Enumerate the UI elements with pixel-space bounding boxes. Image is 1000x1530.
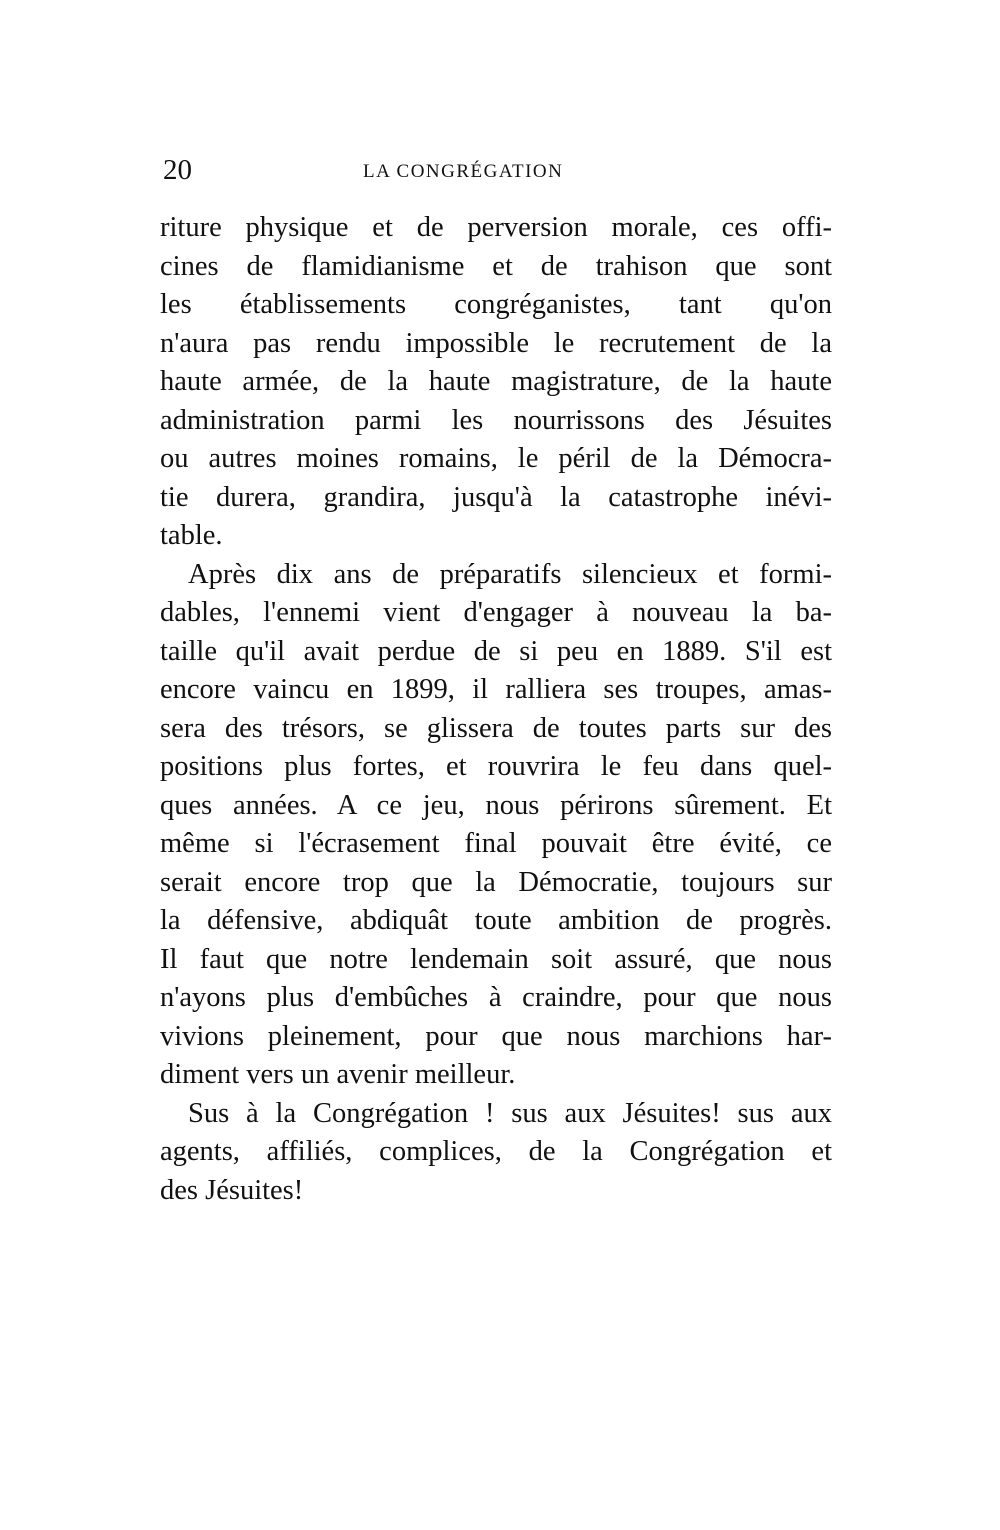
- text-line: dables, l'ennemi vient d'engager à nouveau la ba-: [160, 597, 832, 628]
- text-line: même si l'écrasement final pouvait être évité, ce: [160, 828, 832, 859]
- text-line: n'aura pas rendu impossible le recrutement de la: [160, 327, 832, 359]
- body-text: [160, 209, 832, 1210]
- text-line: cines de flamidianisme et de trahison que sont: [160, 250, 832, 282]
- text-line: des Jésuites!: [160, 1174, 304, 1206]
- text-line: la défensive, abdiquât toute ambition de progrès.: [160, 905, 832, 936]
- paragraph-3: [160, 1095, 832, 1211]
- text-line: taille qu'il avait perdue de si peu en 1889. S'il est: [160, 635, 832, 667]
- running-title: LA CONGRÉGATION: [363, 161, 564, 182]
- text-line: diment vers un avenir meilleur.: [160, 1059, 516, 1090]
- running-head: [163, 150, 831, 190]
- paragraph-1: [160, 209, 832, 556]
- text-line: Sus à la Congrégation ! sus aux Jésuites! sus aux: [188, 1097, 832, 1129]
- text-line: serait encore trop que la Démocratie, toujours sur: [160, 866, 832, 898]
- text-line: agents, affiliés, complices, de la Congrégation et: [160, 1136, 832, 1167]
- text-line: positions plus fortes, et rouvrira le feu dans quel-: [160, 751, 832, 782]
- text-line: Après dix ans de préparatifs silencieux et formi-: [188, 558, 832, 590]
- paragraph-2: [160, 556, 832, 1095]
- text-line: encore vaincu en 1899, il ralliera ses troupes, amas-: [160, 674, 832, 705]
- text-line: administration parmi les nourrissons des Jésuites: [160, 404, 832, 436]
- text-line: les établissements congréganistes, tant qu'on: [160, 289, 832, 320]
- text-line: riture physique et de perversion morale, ces offi-: [160, 212, 832, 243]
- page-number: 20: [163, 154, 192, 186]
- text-line: vivions pleinement, pour que nous marchions har-: [160, 1020, 832, 1052]
- text-line: ques années. A ce jeu, nous périrons sûrement. Et: [160, 789, 832, 821]
- text-line: tie durera, grandira, jusqu'à la catastrophe inévi-: [160, 481, 832, 513]
- text-line: n'ayons plus d'embûches à craindre, pour que nous: [160, 982, 832, 1013]
- text-line: haute armée, de la haute magistrature, de la haute: [160, 366, 832, 397]
- text-line: sera des trésors, se glissera de toutes parts sur des: [160, 712, 832, 744]
- text-line: ou autres moines romains, le péril de la Démocra-: [160, 443, 832, 474]
- text-line: Il faut que notre lendemain soit assuré, que nous: [160, 943, 832, 975]
- text-line: table.: [160, 520, 223, 551]
